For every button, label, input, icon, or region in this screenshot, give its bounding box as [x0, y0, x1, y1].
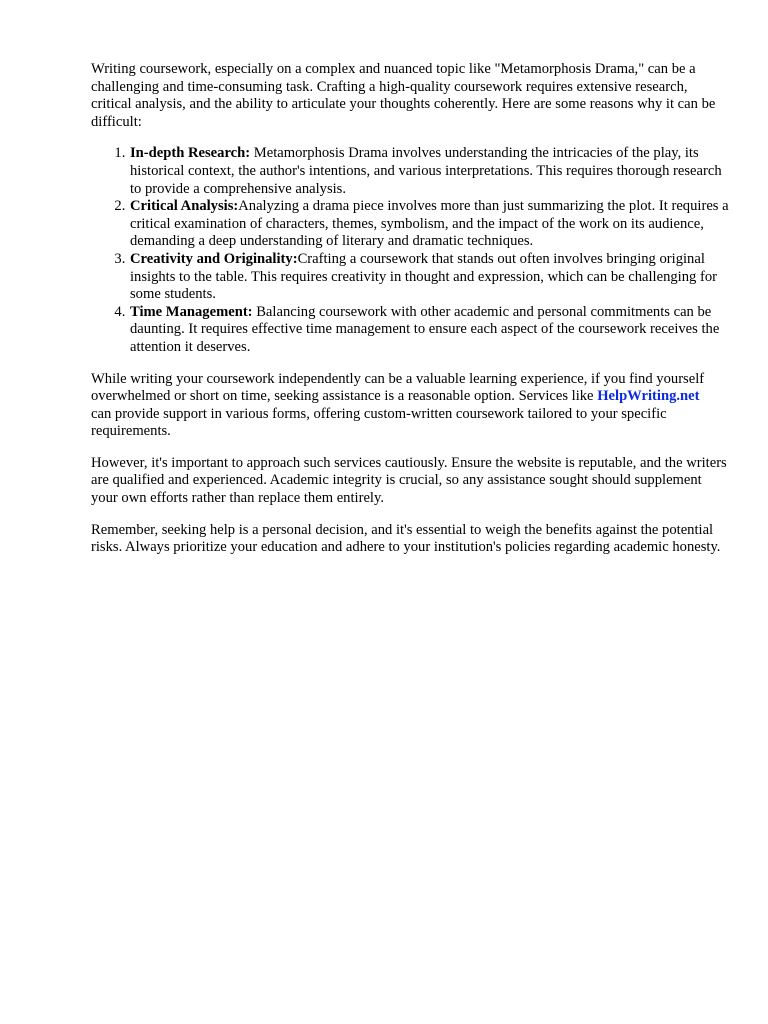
list-item-text: Crafting a coursework that stands out often involves bringing original insights to the table. This requires creativity in thought and expression, which can be challenging for some students.	[130, 250, 717, 303]
list-item	[129, 251, 731, 304]
list-item-title: Critical Analysis:	[130, 198, 239, 215]
list-item-title: Time Management:	[130, 303, 253, 320]
caution-paragraph: However, it's important to approach such services cautiously. Ensure the website is reputable, and the writers are qualified and experienced. Academic integrity is crucial, so any assistance sought should supplement your own efforts rather than replace them entirely.	[91, 454, 727, 507]
helpwriting-link[interactable]: HelpWriting.net	[597, 388, 700, 405]
help-text-after: can provide support in various forms, offering custom-written coursework tailored to your specific requirements.	[91, 405, 667, 440]
closing-paragraph: Remember, seeking help is a personal decision, and it's essential to weigh the benefits against the potential risks. Always prioritize your education and adhere to your institution's policies regarding academic honesty.	[91, 521, 721, 556]
document-body	[91, 61, 731, 571]
intro-paragraph: Writing coursework, especially on a complex and nuanced topic like "Metamorphosis Drama," can be a challenging and time-consuming task. Crafting a high-quality coursework requires extensive research, critical analysis, and the ability to articulate your thoughts coherently. Here are some reasons why it can be difficult:	[91, 61, 716, 130]
list-item-text: Metamorphosis Drama involves understanding the intricacies of the play, its historical context, the author's intentions, and various interpretations. This requires thorough research to provide a comprehensive analysis.	[130, 145, 722, 197]
list-item-text: Balancing coursework with other academic and personal commitments can be daunting. It requires effective time management to ensure each aspect of the coursework receives the attention it deserves.	[130, 303, 720, 355]
list-item	[129, 304, 731, 357]
list-item-title: In-depth Research:	[130, 145, 251, 162]
reasons-list	[91, 145, 731, 356]
list-item	[129, 145, 731, 198]
list-item-text: Analyzing a drama piece involves more than just summarizing the plot. It requires a critical examination of characters, themes, symbolism, and the impact of the work on its audience, demanding a deep understanding of literary and dramatic techniques.	[130, 198, 729, 250]
list-item	[129, 198, 731, 251]
help-text-before: While writing your coursework independently can be a valuable learning experience, if you find yourself overwhelmed or short on time, seeking assistance is a reasonable option. Services like	[91, 370, 705, 405]
help-paragraph	[91, 371, 731, 441]
list-item-title: Creativity and Originality:	[130, 250, 298, 267]
